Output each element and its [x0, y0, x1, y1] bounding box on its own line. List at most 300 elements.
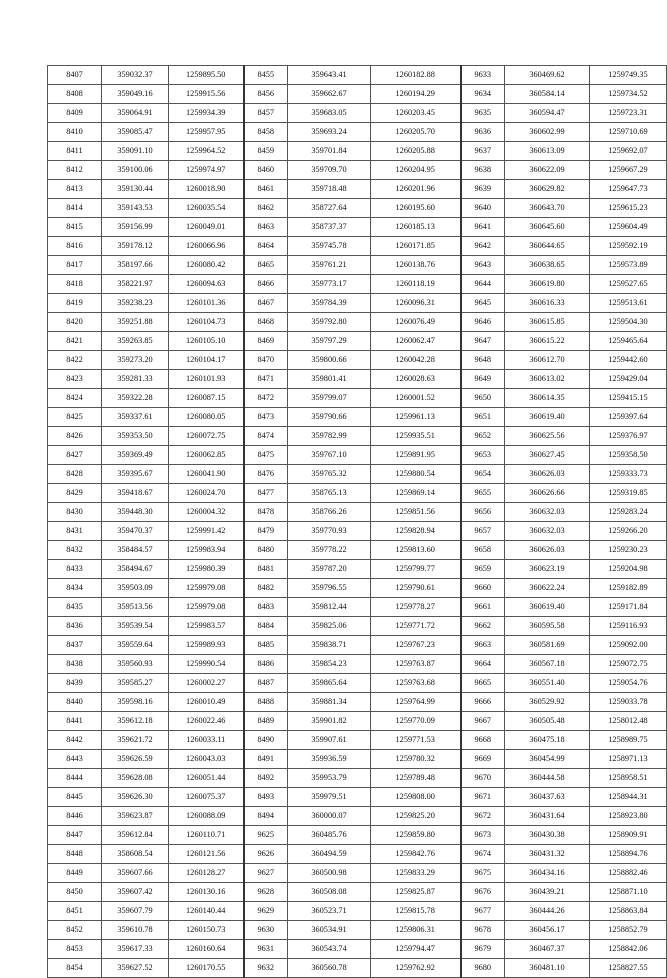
table-row [48, 408, 667, 427]
x-coordinate-cell: 359825.06 [288, 617, 371, 636]
y-coordinate-cell: 1260205.70 [371, 123, 461, 142]
x-coordinate-cell: 359612.84 [102, 826, 169, 845]
x-coordinate-cell: 359796.55 [288, 579, 371, 598]
point-number-cell: 8460 [244, 161, 288, 180]
table-row [48, 579, 667, 598]
table-row [48, 503, 667, 522]
point-number-cell: 8479 [244, 522, 288, 541]
x-coordinate-cell: 359812.44 [288, 598, 371, 617]
y-coordinate-cell: 1260101.93 [169, 370, 244, 389]
y-coordinate-cell: 1259319.85 [590, 484, 667, 503]
y-coordinate-cell: 1258958.51 [590, 769, 667, 788]
x-coordinate-cell: 360431.32 [505, 845, 590, 864]
point-number-cell: 9667 [461, 712, 505, 731]
x-coordinate-cell: 359792.80 [288, 313, 371, 332]
x-coordinate-cell: 359178.12 [102, 237, 169, 256]
y-coordinate-cell: 1259771.72 [371, 617, 461, 636]
table-row [48, 693, 667, 712]
table-row [48, 161, 667, 180]
table-row [48, 66, 667, 85]
x-coordinate-cell: 359607.66 [102, 864, 169, 883]
table-row [48, 123, 667, 142]
x-coordinate-cell: 360454.99 [505, 750, 590, 769]
point-number-cell: 8491 [244, 750, 288, 769]
point-number-cell: 8434 [48, 579, 102, 598]
point-number-cell: 9656 [461, 503, 505, 522]
y-coordinate-cell: 1259989.93 [169, 636, 244, 655]
point-number-cell: 9675 [461, 864, 505, 883]
x-coordinate-cell: 360567.18 [505, 655, 590, 674]
x-coordinate-cell: 360632.03 [505, 503, 590, 522]
y-coordinate-cell: 1260024.70 [169, 484, 244, 503]
x-coordinate-cell: 359470.37 [102, 522, 169, 541]
y-coordinate-cell: 1259825.20 [371, 807, 461, 826]
x-coordinate-cell: 359273.20 [102, 351, 169, 370]
y-coordinate-cell: 1259615.23 [590, 199, 667, 218]
point-number-cell: 9647 [461, 332, 505, 351]
y-coordinate-cell: 1260185.13 [371, 218, 461, 237]
table-row [48, 389, 667, 408]
y-coordinate-cell: 1259842.76 [371, 845, 461, 864]
point-number-cell: 9653 [461, 446, 505, 465]
y-coordinate-cell: 1260072.75 [169, 427, 244, 446]
x-coordinate-cell: 359800.66 [288, 351, 371, 370]
point-number-cell: 8448 [48, 845, 102, 864]
point-number-cell: 8452 [48, 921, 102, 940]
table-row [48, 446, 667, 465]
table-row [48, 598, 667, 617]
x-coordinate-cell: 360638.65 [505, 256, 590, 275]
x-coordinate-cell: 359337.61 [102, 408, 169, 427]
point-number-cell: 8430 [48, 503, 102, 522]
y-coordinate-cell: 1260002.27 [169, 674, 244, 693]
table-row [48, 199, 667, 218]
point-number-cell: 9668 [461, 731, 505, 750]
x-coordinate-cell: 360625.56 [505, 427, 590, 446]
point-number-cell: 9673 [461, 826, 505, 845]
point-number-cell: 9650 [461, 389, 505, 408]
y-coordinate-cell: 1259762.92 [371, 959, 461, 978]
x-coordinate-cell: 358727.64 [288, 199, 371, 218]
point-number-cell: 8423 [48, 370, 102, 389]
point-number-cell: 8437 [48, 636, 102, 655]
y-coordinate-cell: 1260010.49 [169, 693, 244, 712]
x-coordinate-cell: 359784.39 [288, 294, 371, 313]
y-coordinate-cell: 1259825.87 [371, 883, 461, 902]
point-number-cell: 8456 [244, 85, 288, 104]
point-number-cell: 9648 [461, 351, 505, 370]
table-row [48, 959, 667, 978]
y-coordinate-cell: 1260130.16 [169, 883, 244, 902]
table-row [48, 655, 667, 674]
point-number-cell: 9671 [461, 788, 505, 807]
x-coordinate-cell: 358197.66 [102, 256, 169, 275]
point-number-cell: 9662 [461, 617, 505, 636]
point-number-cell: 9679 [461, 940, 505, 959]
point-number-cell: 8444 [48, 769, 102, 788]
point-number-cell: 8428 [48, 465, 102, 484]
x-coordinate-cell: 359448.30 [102, 503, 169, 522]
y-coordinate-cell: 1259513.61 [590, 294, 667, 313]
point-number-cell: 9659 [461, 560, 505, 579]
x-coordinate-cell: 359610.78 [102, 921, 169, 940]
x-coordinate-cell: 359770.93 [288, 522, 371, 541]
x-coordinate-cell: 360434.16 [505, 864, 590, 883]
x-coordinate-cell: 359626.59 [102, 750, 169, 769]
y-coordinate-cell: 1259283.24 [590, 503, 667, 522]
point-number-cell: 8445 [48, 788, 102, 807]
x-coordinate-cell: 360619.80 [505, 275, 590, 294]
y-coordinate-cell: 1258882.46 [590, 864, 667, 883]
y-coordinate-cell: 1259915.56 [169, 85, 244, 104]
point-number-cell: 8487 [244, 674, 288, 693]
point-number-cell: 9661 [461, 598, 505, 617]
point-number-cell: 9670 [461, 769, 505, 788]
x-coordinate-cell: 359263.85 [102, 332, 169, 351]
x-coordinate-cell: 360627.45 [505, 446, 590, 465]
x-coordinate-cell: 360485.76 [288, 826, 371, 845]
x-coordinate-cell: 359778.22 [288, 541, 371, 560]
point-number-cell: 9666 [461, 693, 505, 712]
y-coordinate-cell: 1259763.87 [371, 655, 461, 674]
table-row [48, 275, 667, 294]
x-coordinate-cell: 360619.40 [505, 598, 590, 617]
y-coordinate-cell: 1260018.90 [169, 180, 244, 199]
table-row [48, 541, 667, 560]
point-number-cell: 8431 [48, 522, 102, 541]
point-number-cell: 8458 [244, 123, 288, 142]
x-coordinate-cell: 359091.10 [102, 142, 169, 161]
table-row [48, 237, 667, 256]
point-number-cell: 8447 [48, 826, 102, 845]
table-row [48, 674, 667, 693]
y-coordinate-cell: 1259573.89 [590, 256, 667, 275]
table-row [48, 218, 667, 237]
point-number-cell: 8469 [244, 332, 288, 351]
table-row [48, 142, 667, 161]
point-number-cell: 8446 [48, 807, 102, 826]
point-number-cell: 8442 [48, 731, 102, 750]
point-number-cell: 9632 [244, 959, 288, 978]
table-row [48, 750, 667, 769]
y-coordinate-cell: 1259092.00 [590, 636, 667, 655]
x-coordinate-cell: 360602.99 [505, 123, 590, 142]
y-coordinate-cell: 1260062.47 [371, 332, 461, 351]
point-number-cell: 8416 [48, 237, 102, 256]
point-number-cell: 8415 [48, 218, 102, 237]
x-coordinate-cell: 359251.88 [102, 313, 169, 332]
x-coordinate-cell: 359503.09 [102, 579, 169, 598]
y-coordinate-cell: 1259734.52 [590, 85, 667, 104]
table-row [48, 85, 667, 104]
y-coordinate-cell: 1260104.73 [169, 313, 244, 332]
point-number-cell: 8492 [244, 769, 288, 788]
y-coordinate-cell: 1260195.60 [371, 199, 461, 218]
y-coordinate-cell: 1260201.96 [371, 180, 461, 199]
table-row [48, 522, 667, 541]
x-coordinate-cell: 360439.21 [505, 883, 590, 902]
point-number-cell: 9652 [461, 427, 505, 446]
point-number-cell: 9631 [244, 940, 288, 959]
y-coordinate-cell: 1259592.19 [590, 237, 667, 256]
point-number-cell: 9665 [461, 674, 505, 693]
point-number-cell: 8432 [48, 541, 102, 560]
y-coordinate-cell: 1259442.60 [590, 351, 667, 370]
point-number-cell: 8473 [244, 408, 288, 427]
x-coordinate-cell: 359799.07 [288, 389, 371, 408]
y-coordinate-cell: 1260118.19 [371, 275, 461, 294]
point-number-cell: 8485 [244, 636, 288, 655]
point-number-cell: 9638 [461, 161, 505, 180]
coordinate-table [47, 65, 667, 978]
x-coordinate-cell: 359281.33 [102, 370, 169, 389]
point-number-cell: 9672 [461, 807, 505, 826]
y-coordinate-cell: 1259465.64 [590, 332, 667, 351]
y-coordinate-cell: 1258012.48 [590, 712, 667, 731]
point-number-cell: 8418 [48, 275, 102, 294]
x-coordinate-cell: 360632.03 [505, 522, 590, 541]
point-number-cell: 8413 [48, 180, 102, 199]
y-coordinate-cell: 1260121.56 [169, 845, 244, 864]
y-coordinate-cell: 1259895.50 [169, 66, 244, 85]
point-number-cell: 8480 [244, 541, 288, 560]
table-row [48, 864, 667, 883]
x-coordinate-cell: 358737.37 [288, 218, 371, 237]
y-coordinate-cell: 1260094.63 [169, 275, 244, 294]
x-coordinate-cell: 360616.33 [505, 294, 590, 313]
point-number-cell: 9637 [461, 142, 505, 161]
point-number-cell: 8420 [48, 313, 102, 332]
y-coordinate-cell: 1259604.49 [590, 218, 667, 237]
x-coordinate-cell: 360560.78 [288, 959, 371, 978]
x-coordinate-cell: 359238.23 [102, 294, 169, 313]
y-coordinate-cell: 1259692.07 [590, 142, 667, 161]
y-coordinate-cell: 1260203.45 [371, 104, 461, 123]
x-coordinate-cell: 359773.17 [288, 275, 371, 294]
x-coordinate-cell: 358221.97 [102, 275, 169, 294]
x-coordinate-cell: 360612.70 [505, 351, 590, 370]
x-coordinate-cell: 359801.41 [288, 370, 371, 389]
point-number-cell: 8453 [48, 940, 102, 959]
point-number-cell: 8414 [48, 199, 102, 218]
y-coordinate-cell: 1260110.71 [169, 826, 244, 845]
point-number-cell: 8421 [48, 332, 102, 351]
point-number-cell: 9651 [461, 408, 505, 427]
x-coordinate-cell: 359322.28 [102, 389, 169, 408]
y-coordinate-cell: 1260182.88 [371, 66, 461, 85]
point-number-cell: 8484 [244, 617, 288, 636]
point-number-cell: 9680 [461, 959, 505, 978]
x-coordinate-cell: 360614.35 [505, 389, 590, 408]
y-coordinate-cell: 1259415.15 [590, 389, 667, 408]
x-coordinate-cell: 359130.44 [102, 180, 169, 199]
point-number-cell: 8483 [244, 598, 288, 617]
y-coordinate-cell: 1259054.76 [590, 674, 667, 693]
point-number-cell: 8409 [48, 104, 102, 123]
table-row [48, 256, 667, 275]
x-coordinate-cell: 360623.19 [505, 560, 590, 579]
y-coordinate-cell: 1259171.84 [590, 598, 667, 617]
x-coordinate-cell: 360534.91 [288, 921, 371, 940]
table-row [48, 484, 667, 503]
y-coordinate-cell: 1259935.51 [371, 427, 461, 446]
table-row [48, 351, 667, 370]
y-coordinate-cell: 1259799.77 [371, 560, 461, 579]
y-coordinate-cell: 1260170.55 [169, 959, 244, 978]
point-number-cell: 8462 [244, 199, 288, 218]
point-number-cell: 8477 [244, 484, 288, 503]
x-coordinate-cell: 359901.82 [288, 712, 371, 731]
x-coordinate-cell: 360615.85 [505, 313, 590, 332]
y-coordinate-cell: 1259980.39 [169, 560, 244, 579]
point-number-cell: 9657 [461, 522, 505, 541]
y-coordinate-cell: 1259647.73 [590, 180, 667, 199]
point-number-cell: 9676 [461, 883, 505, 902]
x-coordinate-cell: 359621.72 [102, 731, 169, 750]
x-coordinate-cell: 360469.62 [505, 66, 590, 85]
x-coordinate-cell: 360613.09 [505, 142, 590, 161]
point-number-cell: 8451 [48, 902, 102, 921]
point-number-cell: 8476 [244, 465, 288, 484]
x-coordinate-cell: 359790.66 [288, 408, 371, 427]
y-coordinate-cell: 1259833.29 [371, 864, 461, 883]
point-number-cell: 8463 [244, 218, 288, 237]
table-row [48, 560, 667, 579]
point-number-cell: 8454 [48, 959, 102, 978]
x-coordinate-cell: 360584.14 [505, 85, 590, 104]
y-coordinate-cell: 1259961.13 [371, 408, 461, 427]
x-coordinate-cell: 359643.41 [288, 66, 371, 85]
point-number-cell: 8450 [48, 883, 102, 902]
y-coordinate-cell: 1258863.84 [590, 902, 667, 921]
y-coordinate-cell: 1258944.31 [590, 788, 667, 807]
point-number-cell: 8482 [244, 579, 288, 598]
point-number-cell: 9630 [244, 921, 288, 940]
table-row [48, 883, 667, 902]
y-coordinate-cell: 1259710.69 [590, 123, 667, 142]
point-number-cell: 9627 [244, 864, 288, 883]
point-number-cell: 8422 [48, 351, 102, 370]
y-coordinate-cell: 1259974.97 [169, 161, 244, 180]
point-number-cell: 9658 [461, 541, 505, 560]
point-number-cell: 8472 [244, 389, 288, 408]
table-row [48, 940, 667, 959]
y-coordinate-cell: 1260028.63 [371, 370, 461, 389]
x-coordinate-cell: 359745.78 [288, 237, 371, 256]
point-number-cell: 9644 [461, 275, 505, 294]
x-coordinate-cell: 360626.66 [505, 484, 590, 503]
point-number-cell: 8465 [244, 256, 288, 275]
x-coordinate-cell: 360456.17 [505, 921, 590, 940]
y-coordinate-cell: 1260076.49 [371, 313, 461, 332]
y-coordinate-cell: 1259767.23 [371, 636, 461, 655]
x-coordinate-cell: 359865.64 [288, 674, 371, 693]
point-number-cell: 8455 [244, 66, 288, 85]
table-row [48, 712, 667, 731]
y-coordinate-cell: 1260205.88 [371, 142, 461, 161]
point-number-cell: 8468 [244, 313, 288, 332]
x-coordinate-cell: 359907.61 [288, 731, 371, 750]
point-number-cell: 8440 [48, 693, 102, 712]
x-coordinate-cell: 360619.40 [505, 408, 590, 427]
y-coordinate-cell: 1260035.54 [169, 199, 244, 218]
y-coordinate-cell: 1260204.95 [371, 161, 461, 180]
x-coordinate-cell: 359064.91 [102, 104, 169, 123]
point-number-cell: 8438 [48, 655, 102, 674]
x-coordinate-cell: 359143.53 [102, 199, 169, 218]
x-coordinate-cell: 359585.27 [102, 674, 169, 693]
point-number-cell: 8433 [48, 560, 102, 579]
point-number-cell: 9629 [244, 902, 288, 921]
table-row [48, 180, 667, 199]
y-coordinate-cell: 1260080.42 [169, 256, 244, 275]
point-number-cell: 9678 [461, 921, 505, 940]
y-coordinate-cell: 1259358.50 [590, 446, 667, 465]
table-row [48, 370, 667, 389]
point-number-cell: 8412 [48, 161, 102, 180]
table-row [48, 826, 667, 845]
x-coordinate-cell: 359953.79 [288, 769, 371, 788]
x-coordinate-cell: 359623.87 [102, 807, 169, 826]
y-coordinate-cell: 1259764.99 [371, 693, 461, 712]
y-coordinate-cell: 1260171.85 [371, 237, 461, 256]
y-coordinate-cell: 1259429.04 [590, 370, 667, 389]
table-row [48, 104, 667, 123]
y-coordinate-cell: 1260043.03 [169, 750, 244, 769]
y-coordinate-cell: 1259828.94 [371, 522, 461, 541]
y-coordinate-cell: 1259983.57 [169, 617, 244, 636]
point-number-cell: 8410 [48, 123, 102, 142]
y-coordinate-cell: 1260001.52 [371, 389, 461, 408]
table-row [48, 807, 667, 826]
x-coordinate-cell: 359353.50 [102, 427, 169, 446]
y-coordinate-cell: 1260051.44 [169, 769, 244, 788]
x-coordinate-cell: 358765.13 [288, 484, 371, 503]
point-number-cell: 9646 [461, 313, 505, 332]
y-coordinate-cell: 1260104.17 [169, 351, 244, 370]
y-coordinate-cell: 1260150.73 [169, 921, 244, 940]
x-coordinate-cell: 359607.79 [102, 902, 169, 921]
y-coordinate-cell: 1260160.64 [169, 940, 244, 959]
point-number-cell: 9640 [461, 199, 505, 218]
y-coordinate-cell: 1259806.31 [371, 921, 461, 940]
x-coordinate-cell: 359369.49 [102, 446, 169, 465]
y-coordinate-cell: 1259813.60 [371, 541, 461, 560]
x-coordinate-cell: 359560.93 [102, 655, 169, 674]
y-coordinate-cell: 1258871.10 [590, 883, 667, 902]
point-number-cell: 8443 [48, 750, 102, 769]
table-row [48, 788, 667, 807]
table-row [48, 313, 667, 332]
x-coordinate-cell: 360430.38 [505, 826, 590, 845]
x-coordinate-cell: 359395.67 [102, 465, 169, 484]
point-number-cell: 8441 [48, 712, 102, 731]
y-coordinate-cell: 1259891.95 [371, 446, 461, 465]
x-coordinate-cell: 359539.54 [102, 617, 169, 636]
point-number-cell: 8493 [244, 788, 288, 807]
y-coordinate-cell: 1259983.94 [169, 541, 244, 560]
x-coordinate-cell: 359881.34 [288, 693, 371, 712]
x-coordinate-cell: 360594.47 [505, 104, 590, 123]
x-coordinate-cell: 360444.58 [505, 769, 590, 788]
point-number-cell: 9633 [461, 66, 505, 85]
x-coordinate-cell: 360543.74 [288, 940, 371, 959]
x-coordinate-cell: 360581.69 [505, 636, 590, 655]
point-number-cell: 8461 [244, 180, 288, 199]
point-number-cell: 8449 [48, 864, 102, 883]
y-coordinate-cell: 1258827.55 [590, 959, 667, 978]
y-coordinate-cell: 1260096.31 [371, 294, 461, 313]
